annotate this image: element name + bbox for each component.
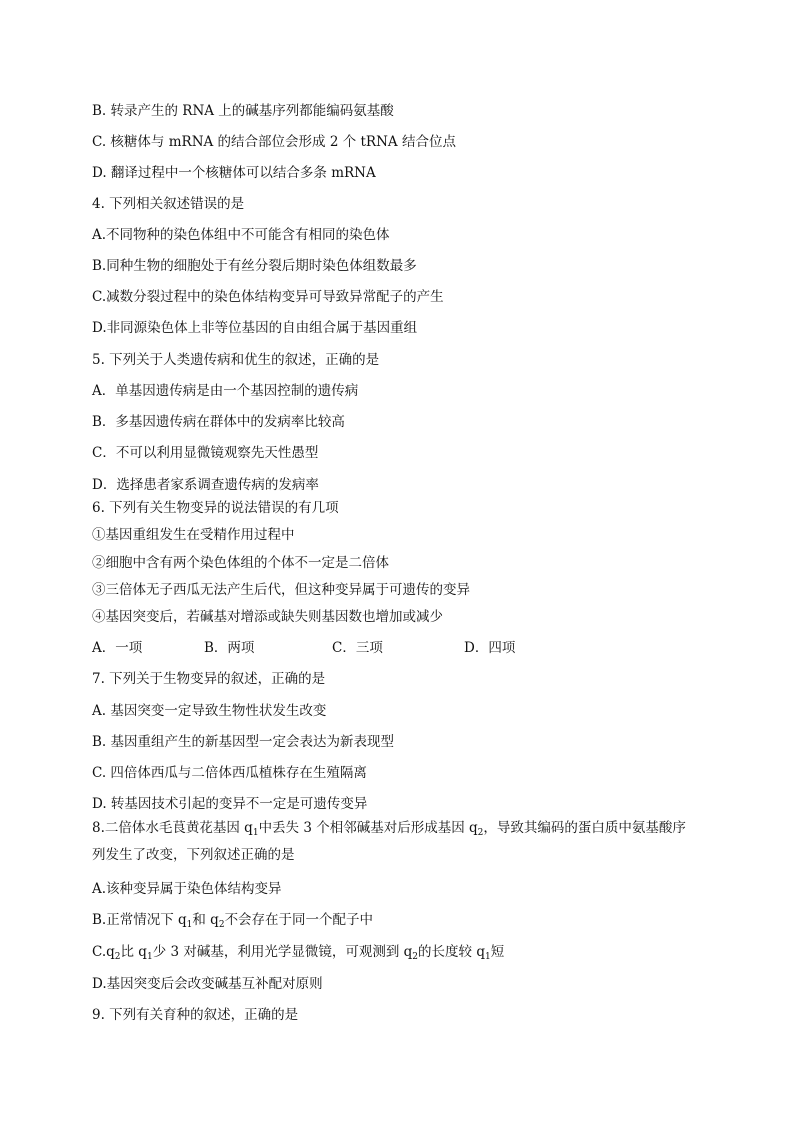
q3-option-c: C. 核糖体与 mRNA 的结合部位会形成 2 个 tRNA 结合位点 bbox=[92, 134, 456, 150]
q7-stem: 7. 下列关于生物变异的叙述，正确的是 bbox=[92, 671, 326, 687]
q6-statement-1: ①基因重组发生在受精作用过程中 bbox=[92, 527, 295, 543]
q7-option-a: A. 基因突变一定导致生物性状发生改变 bbox=[92, 703, 327, 719]
q6-option-c: C．三项 bbox=[332, 640, 383, 656]
q5-option-b: B．多基因遗传病在群体中的发病率比较高 bbox=[92, 414, 345, 430]
q6-statement-2: ②细胞中含有两个染色体组的个体不一定是二倍体 bbox=[92, 555, 389, 571]
q6-statement-4: ④基因突变后，若碱基对增添或缺失则基因数也增加或减少 bbox=[92, 609, 443, 625]
q6-option-d: D．四项 bbox=[464, 640, 516, 656]
q8-option-a: A.该种变异属于染色体结构变异 bbox=[92, 881, 282, 897]
q8-stem-line-1: 8.二倍体水毛茛黄花基因 $q_1$中丢失 3 个相邻碱基对后形成基因 $q_2$，导致其编码的蛋白质中氨基酸序 bbox=[92, 820, 686, 838]
q9-stem: 9. 下列有关育种的叙述，正确的是 bbox=[92, 1007, 299, 1023]
q5-stem: 5. 下列关于人类遗传病和优生的叙述，正确的是 bbox=[92, 352, 380, 368]
q6-option-b: B．两项 bbox=[204, 640, 255, 656]
q8-option-c: $C.q_2$比 $q_1$少 3 对碱基，利用光学显微镜，可观测到 $q_2$的长度较 $q_1$短 bbox=[92, 944, 505, 962]
q6-statement-3: ③三倍体无子西瓜无法产生后代，但这种变异属于可遗传的变异 bbox=[92, 582, 470, 598]
q4-option-c: C.减数分裂过程中的染色体结构变异可导致异常配子的产生 bbox=[92, 289, 444, 305]
q5-option-d: D．选择患者家系调查遗传病的发病率 bbox=[92, 477, 319, 493]
q3-option-d: D. 翻译过程中一个核糖体可以结合多条 mRNA bbox=[92, 165, 376, 181]
q6-option-a: A．一项 bbox=[92, 640, 143, 656]
q7-option-b: B. 基因重组产生的新基因型一定会表达为新表现型 bbox=[92, 734, 395, 750]
q4-stem: 4. 下列相关叙述错误的是 bbox=[92, 196, 245, 212]
q7-option-c: C. 四倍体西瓜与二倍体西瓜植株存在生殖隔离 bbox=[92, 765, 367, 781]
q6-options bbox=[92, 636, 652, 654]
q4-option-b: B.同种生物的细胞处于有丝分裂后期时染色体组数最多 bbox=[92, 258, 417, 274]
q3-option-b: B. 转录产生的 RNA 上的碱基序列都能编码氨基酸 bbox=[92, 103, 394, 119]
q4-option-d: D.非同源染色体上非等位基因的自由组合属于基因重组 bbox=[92, 320, 418, 336]
q5-option-c: C．不可以利用显微镜观察先天性愚型 bbox=[92, 445, 319, 461]
q5-option-a: A．单基因遗传病是由一个基因控制的遗传病 bbox=[92, 383, 359, 399]
q8-stem-line-2: 列发生了改变，下列叙述正确的是 bbox=[92, 847, 295, 863]
q7-option-d: D. 转基因技术引起的变异不一定是可遗传变异 bbox=[92, 796, 368, 812]
q4-option-a: A.不同物种的染色体组中不可能含有相同的染色体 bbox=[92, 227, 390, 243]
q8-option-d: D.基因突变后会改变碱基互补配对原则 bbox=[92, 976, 323, 992]
q8-option-b: B.正常情况下 $q_1$和 $q_2$不会存在于同一个配子中 bbox=[92, 912, 374, 930]
q6-stem: 6. 下列有关生物变异的说法错误的有几项 bbox=[92, 500, 339, 516]
